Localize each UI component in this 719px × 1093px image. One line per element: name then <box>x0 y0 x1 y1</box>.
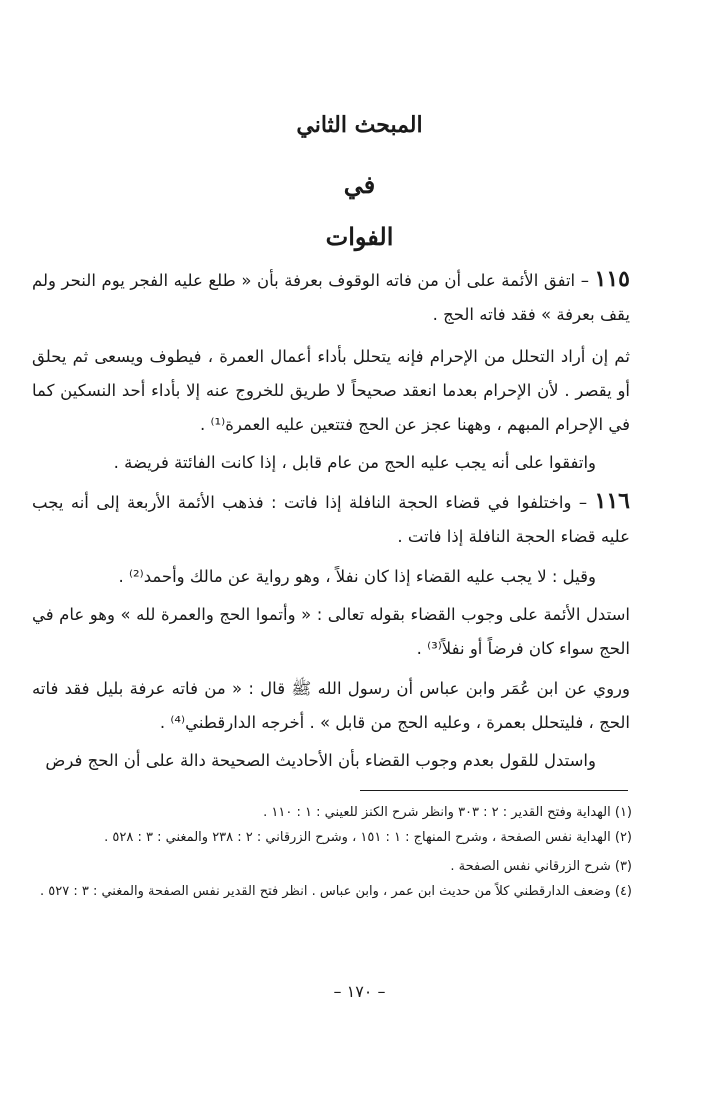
footnote-3: (٣) شرح الزرقاني نفس الصفحة . <box>450 859 632 874</box>
footnote-separator <box>360 790 628 791</box>
paragraph-hadith: وروي عن ابن عُمَر وابن عباس أن رسول الله ﷺ قال : « من فاته عرفة بليل فقد فاته الحج ، فليتحلل بعمرة ، وعليه الحج من قابل » . أخرجه الدارقطني⁽⁴⁾ . <box>32 679 630 732</box>
paragraph-continued: واستدل للقول بعدم وجوب القضاء بأن الأحاديث الصحيحة دالة على أن الحج فرض <box>45 751 596 770</box>
chapter-title: الفوات <box>325 222 394 251</box>
page-number: – ١٧٠ – <box>333 982 386 1001</box>
issue-number-116: ١١٦ <box>594 488 630 514</box>
paragraph-opinion: وقيل : لا يجب عليه القضاء إذا كان نفلاً ، وهو رواية عن مالك وأحمد⁽²⁾ . <box>118 567 596 586</box>
footnote-2: (٢) الهداية نفس الصفحة ، وشرح المنهاج : ١ : ١٥١ ، وشرح الزرقاني : ٢ : ٢٣٨ والمغني : ٣ : ٥٢٨ . <box>104 830 632 845</box>
heading-preposition: في <box>343 170 376 199</box>
paragraph-116 <box>32 484 630 554</box>
paragraph-116-text: – واختلفوا في قضاء الحجة النافلة إذا فاتت : فذهب الأئمة الأربعة إلى أنه يجب عليه قضاء الحجة النافلة إذا فاتت . <box>32 493 630 546</box>
paragraph-115-text: – اتفق الأئمة على أن من فاته الوقوف بعرفة بأن « طلع عليه الفجر يوم النحر ولم يقف بعرفة » فقد فاته الحج . <box>32 271 630 324</box>
paragraph-115 <box>32 262 630 332</box>
paragraph-tahallul: ثم إن أراد التحلل من الإحرام فإنه يتحلل بأداء أعمال العمرة ، فيطوف ويسعى ثم يحلق أو يقصر . لأن الإحرام بعدما انعقد صحيحاً لا طريق للخروج عنه إلا بأداء أحد النسكين كما في الإحرام المبهم ، وههنا عجز عن الحج فتتعين عليه العمرة⁽¹⁾ . <box>32 347 630 434</box>
issue-number-115: ١١٥ <box>594 266 630 292</box>
section-heading: المبحث الثاني <box>296 112 423 138</box>
paragraph-evidence: استدل الأئمة على وجوب القضاء بقوله تعالى : « وأتموا الحج والعمرة لله » وهو عام في الحج سواء كان فرضاً أو نفلاً⁽³⁾ . <box>32 605 630 658</box>
footnote-1: (١) الهداية وفتح القدير : ٢ : ٣٠٣ وانظر شرح الكنز للعيني : ١ : ١١٠ . <box>263 805 632 820</box>
footnotes <box>28 800 632 904</box>
footnote-4: (٤) وضعف الدارقطني كلاً من حديث ابن عمر ، وابن عباس . انظر فتح القدير نفس الصفحة والمغني : ٣ : ٥٢٧ . <box>39 884 632 899</box>
paragraph-agreement: واتفقوا على أنه يجب عليه الحج من عام قابل ، إذا كانت الفائتة فريضة . <box>113 453 596 472</box>
main-text <box>32 262 630 778</box>
